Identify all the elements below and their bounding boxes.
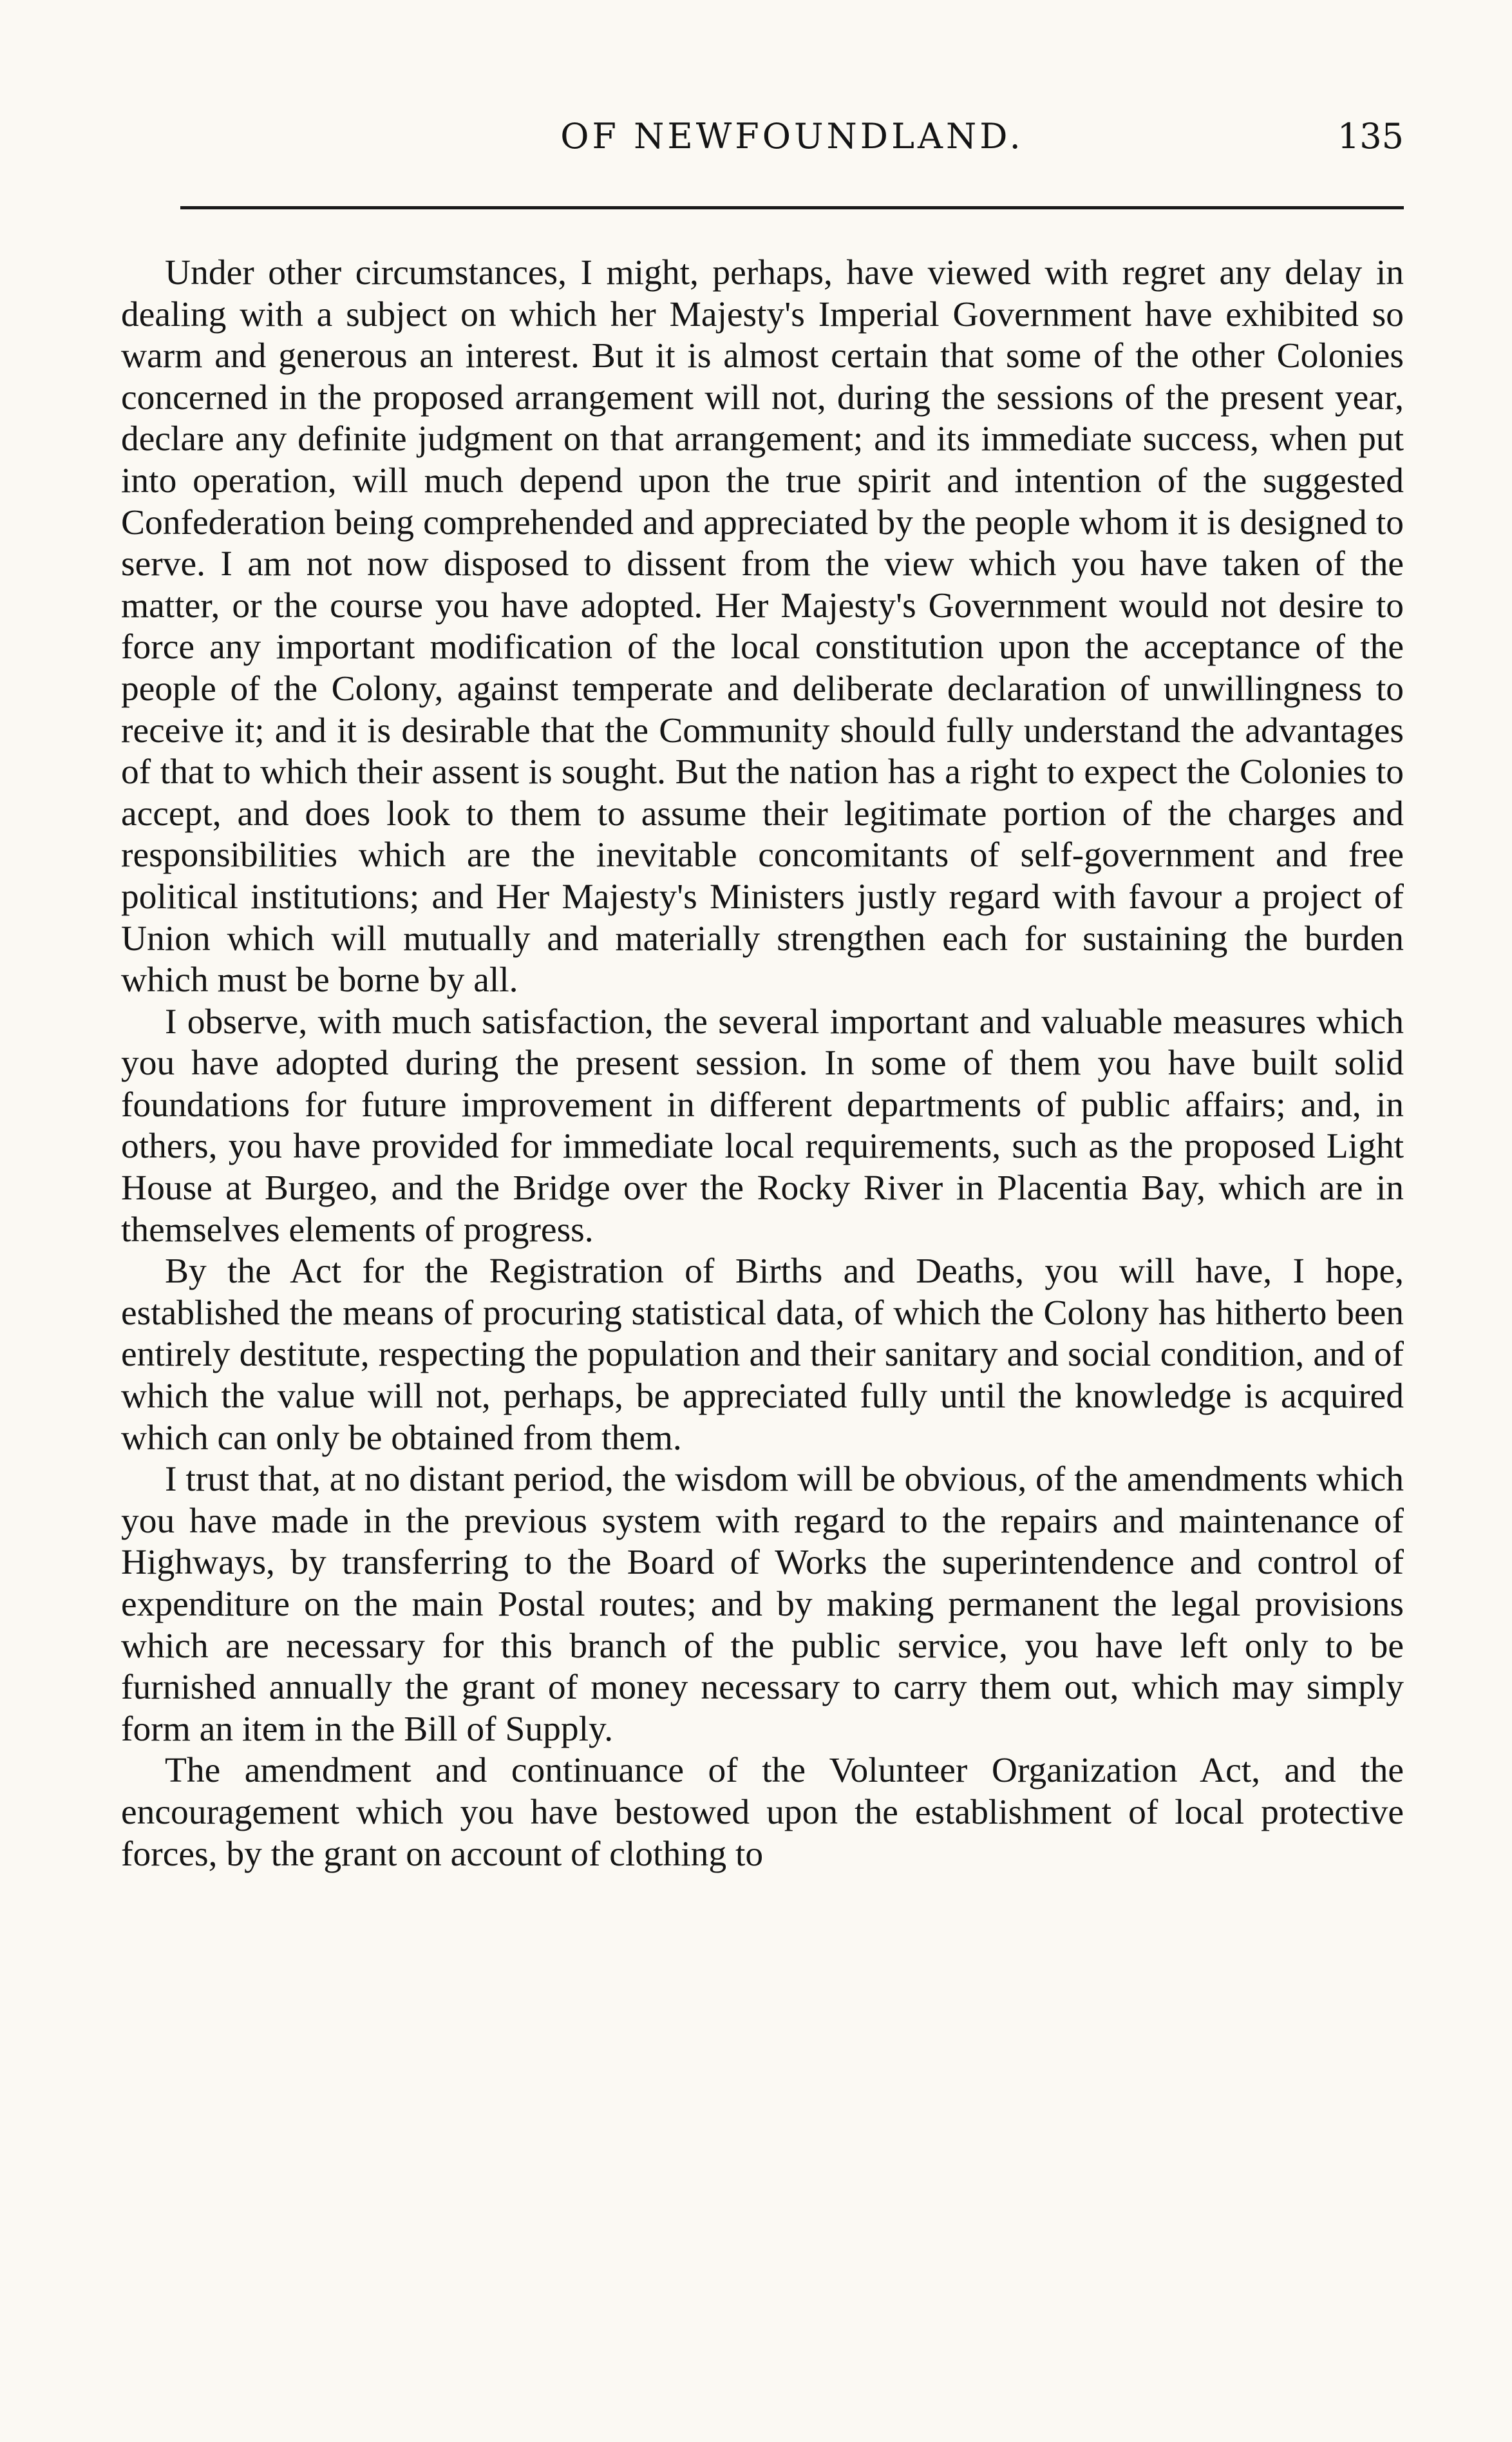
paragraph: I trust that, at no distant period, the wisdom will be obvious, of the amendments which you have made in the previous system with regard to the repairs and maintenance of Highways, by transferring to the Board of Works the superintendence and control of expenditure on the main Postal routes; and by making permanent the legal provisions which are necessary for this branch of the public service, you have left only to be furnished annually the grant of money necessary to carry them out, which may simply form an item in the Bill of Supply. (121, 1460, 1404, 1749)
paragraph: Under other circumstances, I might, perhaps, have viewed with regret any delay in dealing with a subject on which her Majesty's Imperial Government have exhibited so warm and generous an interest. But it is almost certain that some of the other Colonies concerned in the proposed arrangement will not, during the sessions of the present year, declare any definite judgment on that arrangement; and its immediate success, when put into operation, will much depend upon the true spirit and intention of the suggested Confederation being comprehended and appreciated by the people whom it is designed to serve. I am not now disposed to dissent from the view which you have taken of the matter, or the course you have adopted. Her Majesty's Government would not desire to force any important modification of the local constitution upon the acceptance of the people of the Colony, against temperate and deliberate declaration of unwillingness to receive it; and it is desirable that the Community should fully understand the advantages of that to which their assent is sought. But the nation has a right to expect the Colonies to accept, and does look to them to assume their legitimate portion of the charges and responsibilities which are the inevitable concomitants of self-government and free political institutions; and Her Majesty's Ministers justly regard with favour a project of Union which will mutually and materially strengthen each for sustaining the burden which must be borne by all. (121, 253, 1404, 1000)
running-title: OF NEWFOUNDLAND. (560, 116, 1024, 157)
paragraph: The amendment and continuance of the Volunteer Organization Act, and the encouragement which you have bestowed upon the establishment of local protective forces, by the grant on account of clothing to (121, 1751, 1404, 1874)
paragraph: By the Act for the Registration of Births and Deaths, you will have, I hope, established the means of procuring statistical data, of which the Colony has hitherto been entirely destitute, respecting the population and their sanitary and social condition, and of which the value will not, perhaps, be appreciated fully until the knowledge is acquired which can only be obtained from them. (121, 1252, 1404, 1458)
body-text (121, 253, 1404, 1875)
running-head (180, 103, 1404, 167)
page-number: 135 (1337, 116, 1404, 157)
header-rule (180, 206, 1404, 209)
paragraph: I observe, with much satisfaction, the several important and valuable measures which you have adopted during the present session. In some of them you have built solid foundations for future improvement in different departments of public affairs; and, in others, you have provided for immediate local requirements, such as the proposed Light House at Burgeo, and the Bridge over the Rocky River in Placentia Bay, which are in themselves elements of progress. (121, 1002, 1404, 1250)
